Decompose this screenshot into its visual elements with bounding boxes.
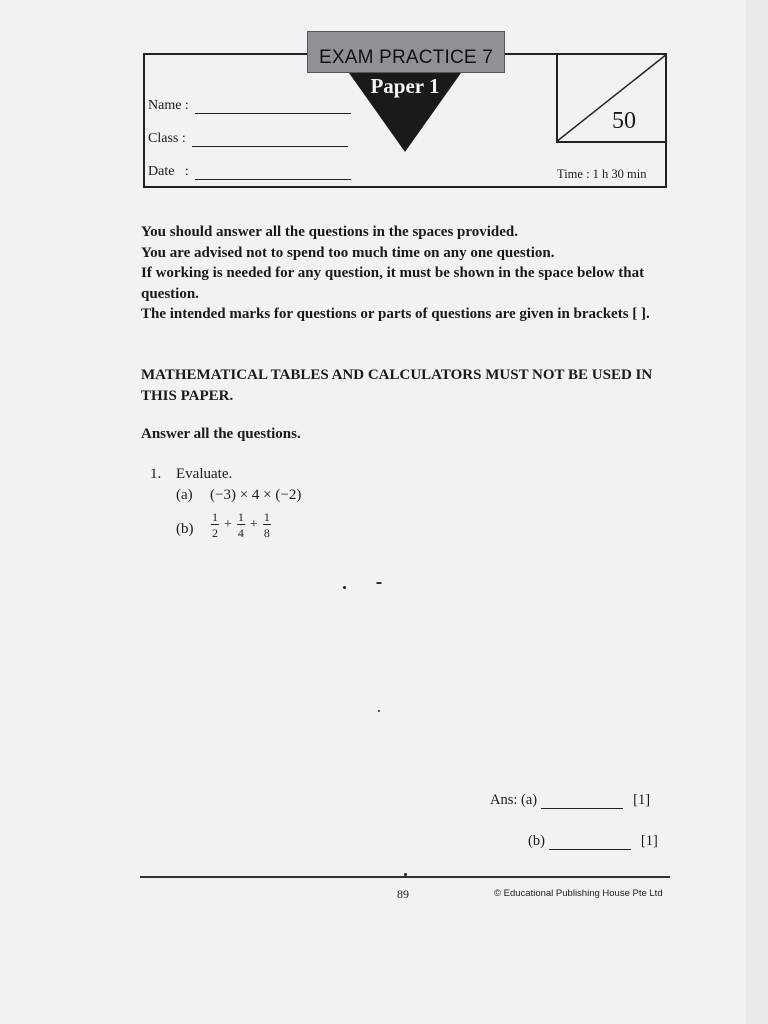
plus-sign: +: [224, 517, 232, 532]
date-field[interactable]: [148, 164, 351, 180]
part-b-label: (b): [176, 521, 194, 537]
banner-text: EXAM PRACTICE 7: [318, 47, 494, 68]
instruction-line: You are advised not to spend too much time on any one question.: [141, 244, 555, 261]
answer-b-marks: [1]: [640, 833, 658, 849]
date-line[interactable]: [195, 165, 351, 180]
exam-banner: [307, 31, 505, 73]
plus-sign: +: [249, 517, 258, 532]
question-prompt: Evaluate.: [176, 466, 233, 482]
paper-title: Paper 1: [370, 74, 440, 98]
answer-b-row: [528, 833, 658, 850]
copyright: © Educational Publishing House Pte Ltd: [494, 888, 663, 899]
time-allowed: Time : 1 h 30 min: [557, 167, 647, 181]
part-b-expression: [208, 511, 274, 539]
fraction: [211, 511, 219, 539]
denominator: 2: [212, 526, 218, 540]
numerator: 1: [263, 510, 270, 524]
total-marks: 50: [612, 108, 636, 134]
part-a-expression: (−3) × 4 × (−2): [210, 487, 302, 503]
answer-all-heading: Answer all the questions.: [141, 426, 301, 442]
scan-speck: [378, 710, 380, 712]
part-a-label: (a): [176, 487, 193, 503]
page-number: 89: [397, 887, 409, 901]
fraction: [237, 511, 245, 539]
instruction-line: The intended marks for questions or parts of questions are given in brackets [ ].: [141, 306, 650, 322]
instruction-line: If working is needed for any question, it must be shown in the space below that question.: [141, 265, 645, 302]
question-number: 1.: [150, 466, 162, 482]
answer-a-line[interactable]: [541, 796, 623, 809]
ans-label: Ans:: [490, 792, 518, 808]
scan-edge: [746, 0, 768, 1024]
calculator-warning: MATHEMATICAL TABLES AND CALCULATORS MUST NOT BE USED IN THIS PAPER.: [141, 367, 653, 404]
answer-a-row: [490, 792, 650, 809]
footer-rule: [140, 876, 670, 878]
class-label: Class :: [148, 131, 186, 146]
answer-b-label: (b): [528, 833, 545, 849]
denominator: 8: [263, 526, 270, 540]
numerator: 1: [237, 510, 244, 524]
class-line[interactable]: [192, 132, 348, 147]
answer-a-marks: [1]: [633, 792, 651, 808]
name-field[interactable]: [148, 98, 351, 114]
instructions: [141, 222, 681, 325]
name-label: Name :: [148, 98, 189, 113]
scan-speck: [343, 586, 346, 589]
answer-a-label: (a): [521, 792, 538, 808]
name-line[interactable]: [195, 99, 351, 114]
date-label: Date :: [148, 164, 189, 179]
denominator: 4: [237, 526, 244, 540]
answer-b-line[interactable]: [549, 837, 631, 850]
numerator: 1: [212, 510, 218, 524]
fraction: [263, 511, 271, 539]
instruction-line: You should answer all the questions in the spaces provided.: [141, 224, 519, 240]
class-field[interactable]: [148, 131, 348, 147]
scan-speck: [376, 582, 382, 584]
